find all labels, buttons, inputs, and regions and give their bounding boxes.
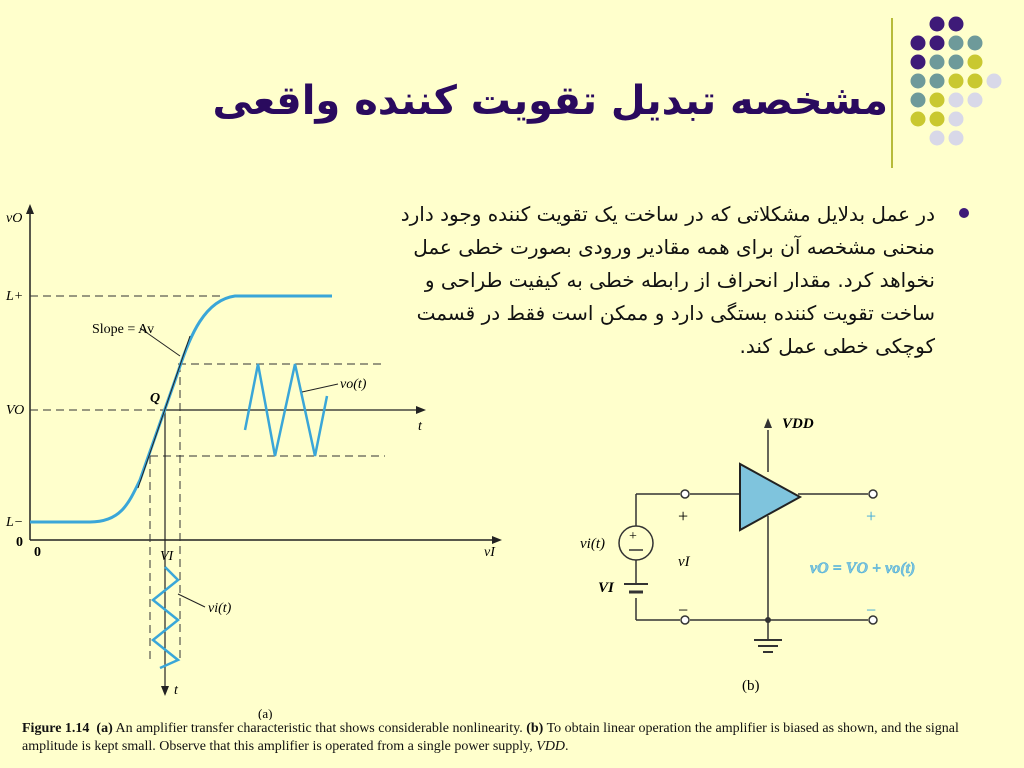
vi-t-source-label: vi(t) bbox=[580, 536, 605, 552]
y-axis-label: vO bbox=[6, 211, 23, 226]
decorative-dot bbox=[968, 55, 983, 70]
caption-end: . bbox=[565, 739, 569, 754]
decorative-dot bbox=[949, 74, 964, 89]
decorative-dot bbox=[930, 74, 945, 89]
minus-input-label: − bbox=[678, 600, 689, 620]
minus-output-label: − bbox=[866, 600, 877, 620]
title-divider-line bbox=[891, 18, 893, 168]
VI-battery-label: VI bbox=[598, 580, 614, 596]
caption-figure-number: Figure 1.14 bbox=[22, 721, 90, 736]
plus-input-label: + bbox=[678, 506, 689, 526]
vo-t-label: vo(t) bbox=[340, 377, 367, 392]
figure-b-amplifier-circuit bbox=[580, 416, 915, 694]
transfer-curve bbox=[30, 296, 332, 522]
figure-a-transfer-characteristic bbox=[5, 204, 502, 720]
slide-title: مشخصه تبدیل تقویت کننده واقعی bbox=[212, 78, 888, 124]
decorative-dot bbox=[949, 131, 964, 146]
zero-x-label: 0 bbox=[34, 545, 41, 560]
decorative-dot bbox=[911, 93, 926, 108]
slope-label: Slope = Av bbox=[92, 322, 155, 337]
figure-diagram bbox=[0, 180, 1024, 720]
decorative-dot bbox=[911, 55, 926, 70]
caption-a-marker: (a) bbox=[96, 721, 113, 736]
vi-t-label: vi(t) bbox=[208, 601, 232, 616]
figure-b-letter: (b) bbox=[742, 678, 760, 694]
decorative-dot bbox=[930, 112, 945, 127]
decorative-dot bbox=[968, 74, 983, 89]
decorative-dot bbox=[987, 74, 1002, 89]
amplifier-triangle bbox=[740, 464, 800, 530]
VI-label: VI bbox=[160, 549, 174, 564]
decorative-dot bbox=[949, 36, 964, 51]
decorative-dot bbox=[949, 93, 964, 108]
VDD-label: VDD bbox=[782, 416, 814, 432]
decorative-dot bbox=[930, 131, 945, 146]
decorative-dot bbox=[930, 93, 945, 108]
caption-vdd: VDD bbox=[536, 739, 566, 754]
decorative-dot bbox=[968, 36, 983, 51]
x-axis-label: vI bbox=[484, 545, 495, 560]
figure-a-letter: (a) bbox=[258, 706, 273, 720]
decorative-dot bbox=[930, 55, 945, 70]
L-minus-label: L− bbox=[6, 515, 24, 530]
Q-label: Q bbox=[150, 391, 161, 406]
caption-a-text: An amplifier transfer characteristic that shows considerable nonlinearity. bbox=[112, 721, 527, 736]
bullet-text: در عمل بدلایل مشکلاتی که در ساخت یک تقویت کننده وجود دارد منحنی مشخصه آن برای همه مقادیر ورودی بصورت خطی عمل نخواهد کرد. مقدار انحراف از رابطه خطی به کیفیت طراحی و ساخت تقویت کننده بستگی دارد و ممکن است فقط در قسمت کوچکی خطی عمل کند. bbox=[400, 202, 935, 358]
decorative-dot bbox=[911, 36, 926, 51]
t-right-label: t bbox=[418, 419, 422, 434]
decorative-dot bbox=[949, 55, 964, 70]
t-bottom-label: t bbox=[174, 683, 178, 698]
plus-output-label: + bbox=[866, 506, 877, 526]
L-plus-label: L+ bbox=[6, 289, 24, 304]
vI-label: vI bbox=[678, 554, 690, 570]
VO-label: VO bbox=[6, 403, 25, 418]
zero-y-label: 0 bbox=[16, 535, 23, 550]
caption-b-text: To obtain linear operation the amplifier is biased as shown, and the signal amplitude is kept small. Observe that this amplifier is operated from a single power supply, bbox=[22, 721, 959, 754]
decorative-dot bbox=[949, 17, 964, 32]
decorative-dot bbox=[930, 36, 945, 51]
svg-text:+: + bbox=[629, 529, 637, 544]
figure-caption bbox=[22, 720, 1012, 756]
decorative-dot bbox=[911, 112, 926, 127]
decorative-dot bbox=[911, 74, 926, 89]
decorative-dot bbox=[930, 17, 945, 32]
decorative-dot bbox=[949, 112, 964, 127]
caption-b-marker: (b) bbox=[526, 721, 544, 736]
output-equation: vO = VO + vo(t) bbox=[810, 560, 916, 577]
decorative-dot bbox=[968, 93, 983, 108]
